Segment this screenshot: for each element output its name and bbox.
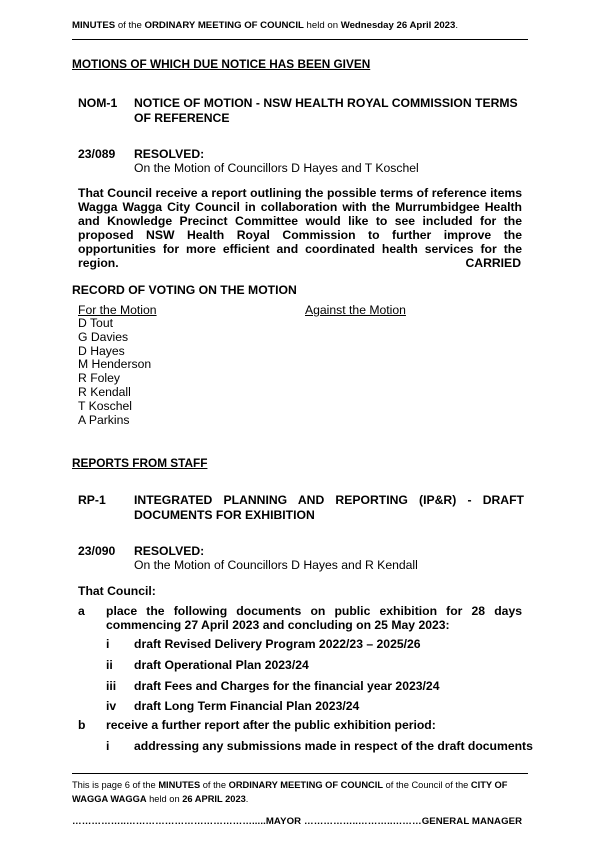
voter-name: D Hayes xyxy=(78,343,125,358)
for-motion-label: For the Motion xyxy=(78,303,157,317)
footer-minutes: MINUTES xyxy=(158,780,201,790)
sub-item-text: draft Long Term Financial Plan 2023/24 xyxy=(134,699,360,713)
item-b-label: b xyxy=(78,718,86,732)
sub-item-number: i xyxy=(106,739,110,753)
sub-item-text: draft Revised Delivery Program 2022/23 – 2025/26 xyxy=(134,637,421,651)
sub-item-number: ii xyxy=(106,658,113,672)
against-motion-label: Against the Motion xyxy=(305,303,406,317)
rp1-code: RP-1 xyxy=(78,493,106,507)
sub-item-number: i xyxy=(106,637,110,651)
footer-text: of the Council of the xyxy=(383,780,471,790)
footer-text: of the xyxy=(200,780,229,790)
voter-name: R Kendall xyxy=(78,384,131,399)
header-end: . xyxy=(455,20,459,31)
sub-item-text: draft Fees and Charges for the financial year 2023/24 xyxy=(134,679,440,693)
header-of-the: of the xyxy=(115,20,145,31)
nom1-code: NOM-1 xyxy=(78,96,118,110)
header-meeting: ORDINARY MEETING OF COUNCIL xyxy=(144,20,304,31)
footer-date: 26 APRIL 2023 xyxy=(182,793,246,804)
sub-item-text: addressing any submissions made in respect of the draft documents xyxy=(134,739,533,753)
header-date: Wednesday 26 April 2023 xyxy=(340,20,456,31)
footer-text: held on xyxy=(146,793,183,804)
voter-name: A Parkins xyxy=(78,412,130,427)
header-rule xyxy=(72,39,528,40)
nom1-title: NOTICE OF MOTION - NSW HEALTH ROYAL COMMISSION TERMS OF REFERENCE xyxy=(134,96,518,125)
header-minutes: MINUTES xyxy=(72,20,116,31)
header-held-on: held on xyxy=(303,20,341,31)
nom1-resolved-label: RESOLVED: xyxy=(134,147,205,161)
section-heading-motions: MOTIONS OF WHICH DUE NOTICE HAS BEEN GIVEN xyxy=(72,57,371,71)
footer-rule xyxy=(72,773,528,774)
footer-end: . xyxy=(245,793,249,804)
footer-meeting: ORDINARY MEETING OF COUNCIL xyxy=(228,780,384,790)
mayor-signature-line: ……………..………………………………….....MAYOR xyxy=(72,816,302,827)
voter-name: G Davies xyxy=(78,329,129,344)
rp1-resolved-label: RESOLVED: xyxy=(134,544,205,558)
nom1-resolution-number: 23/089 xyxy=(78,147,116,161)
rp1-title: INTEGRATED PLANNING AND REPORTING (IP&R) - DRAFT DOCUMENTS FOR EXHIBITION xyxy=(134,493,524,522)
voting-heading: RECORD OF VOTING ON THE MOTION xyxy=(72,283,297,297)
footer-text: This is page 6 of the xyxy=(72,780,159,790)
nom1-mover: On the Motion of Councillors D Hayes and T Koschel xyxy=(134,161,419,175)
section-heading-reports: REPORTS FROM STAFF xyxy=(72,456,208,470)
sub-item-number: iii xyxy=(106,679,117,693)
gm-signature-line: ……………..………..………GENERAL MANAGER xyxy=(304,816,523,827)
voter-name: R Foley xyxy=(78,371,120,386)
voter-name: M Henderson xyxy=(78,357,152,372)
voter-name: D Tout xyxy=(78,316,114,330)
voter-name: T Koschel xyxy=(78,398,132,413)
nom1-resolution-text: That Council receive a report outlining the possible terms of reference items Wagga Wagga City Council in collaboration with the Murrumbidgee Health and Knowledge Precinct Committee would like to see included for the proposed NSW Health Royal Commission to further improve the opportunities for more efficient and coordinated health services for the region. xyxy=(78,186,522,270)
item-a-text: place the following documents on public exhibition for 28 days commencing 27 April 2023 and concluding on 25 May 2023: xyxy=(106,604,522,632)
page-header xyxy=(72,20,458,31)
page-footer xyxy=(72,779,532,806)
rp1-intro: That Council: xyxy=(78,584,156,598)
rp1-resolution-number: 23/090 xyxy=(78,544,116,558)
item-b-text: receive a further report after the public exhibition period: xyxy=(106,718,436,732)
footer-city: CITY OF WAGGA WAGGA xyxy=(72,780,508,804)
nom1-carried: CARRIED xyxy=(465,256,521,270)
rp1-mover: On the Motion of Councillors D Hayes and R Kendall xyxy=(134,558,418,572)
for-motion-list xyxy=(78,317,151,427)
item-a-label: a xyxy=(78,604,85,618)
sub-item-number: iv xyxy=(106,699,117,713)
sub-item-text: draft Operational Plan 2023/24 xyxy=(134,658,309,672)
